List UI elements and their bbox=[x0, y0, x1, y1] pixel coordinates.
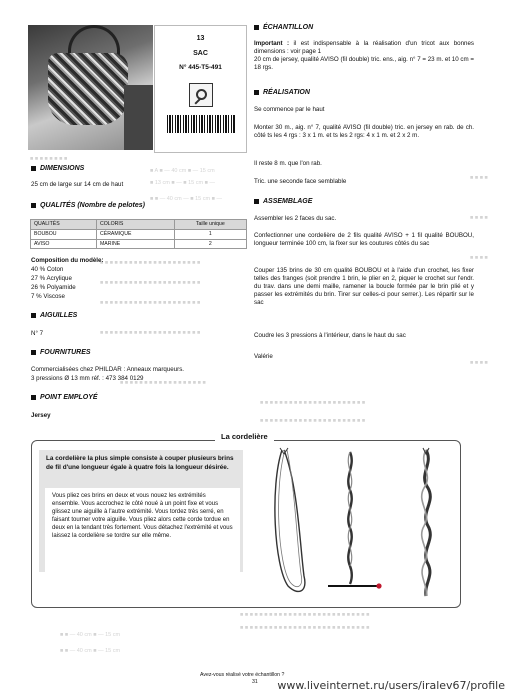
composition-line: 27 % Acrylique bbox=[31, 275, 72, 282]
composition-line: 7 % Viscose bbox=[31, 293, 65, 300]
folded-strands-illustration bbox=[275, 448, 305, 591]
model-reference: N° 445-T5-491 bbox=[179, 64, 222, 72]
fringed-bag bbox=[48, 53, 128, 125]
model-number: 13 bbox=[196, 35, 205, 42]
footer-question: Avez-vous réalisé votre échantillon ? bbox=[200, 672, 285, 678]
composition-line: 26 % Polyamide bbox=[31, 284, 76, 291]
square-bullet-icon bbox=[31, 350, 36, 355]
fournitures-line: 3 pressions Ø 13 mm réf. : 473 384 0129 bbox=[31, 375, 144, 382]
realisation-p2: Monter 30 m., aig. n° 7, qualité AVISO (fil double) tric. en jersey en rab. de ch. côté ts les 4 rgs : 3 x 1 m. et ts les 2 rgs: 4 x 1 m. et 2 x 2 m. bbox=[254, 124, 474, 140]
point-text: Jersey bbox=[31, 412, 51, 419]
aiguilles-heading: AIGUILLES bbox=[31, 311, 77, 320]
point-heading: POINT EMPLOYÉ bbox=[31, 393, 98, 402]
square-bullet-icon bbox=[254, 25, 259, 30]
table-header-cell: COLORIS bbox=[96, 220, 174, 230]
qualites-table bbox=[30, 219, 247, 249]
table-cell: AVISO bbox=[31, 239, 97, 249]
qualites-heading: QUALITÉS (Nombre de pelotes) bbox=[31, 201, 145, 210]
cordeliere-lead: La cordelière la plus simple consiste à couper plusieurs brins de fil d'une longueur égale à quatre fois la longueur désirée. bbox=[46, 455, 234, 471]
square-bullet-icon bbox=[31, 203, 36, 208]
watermark: www.liveinternet.ru/users/iralev67/profile bbox=[277, 679, 505, 692]
dimensions-text: 25 cm de large sur 14 cm de haut bbox=[31, 181, 124, 188]
realisation-heading: RÉALISATION bbox=[254, 88, 310, 97]
barcode bbox=[167, 115, 235, 133]
square-bullet-icon bbox=[31, 166, 36, 171]
assemblage-p1: Assembler les 2 faces du sac. bbox=[254, 215, 337, 222]
square-bullet-icon bbox=[31, 395, 36, 400]
composition-title: Composition du modèle: bbox=[31, 257, 104, 264]
assemblage-p4: Coudre les 3 pressions à l'intérieur, dans le haut du sac bbox=[254, 332, 406, 339]
cordeliere-title: La cordelière bbox=[215, 432, 274, 442]
aiguilles-text: N° 7 bbox=[31, 330, 44, 337]
table-cell: 1 bbox=[174, 229, 246, 239]
bag-photo bbox=[28, 25, 153, 150]
table-header-row bbox=[31, 220, 247, 230]
square-bullet-icon bbox=[254, 199, 259, 204]
echantillon-text: 20 cm de jersey, qualité AVISO (fil double) tric. ens., aig. n° 7 = 23 m. et 10 cm = 18 rgs. bbox=[254, 56, 474, 72]
realisation-p1: Se commence par le haut bbox=[254, 106, 325, 113]
model-name: SAC bbox=[193, 50, 208, 58]
square-bullet-icon bbox=[31, 313, 36, 318]
echantillon-heading: ÉCHANTILLON bbox=[254, 23, 313, 32]
echantillon-important: Important : il est indispensable à la réalisation d'un tricot aux bonnes dimensions : voir page 1 bbox=[254, 40, 474, 56]
finished-cord-illustration bbox=[422, 448, 431, 596]
fournitures-heading: FOURNITURES bbox=[31, 348, 91, 357]
signature: Valérie bbox=[254, 353, 273, 360]
difficulty-icon bbox=[189, 83, 213, 107]
square-bullet-icon bbox=[254, 90, 259, 95]
fournitures-line: Commercialisées chez PHILDAR : Anneaux marqueurs. bbox=[31, 366, 185, 373]
table-header-cell: Taille unique bbox=[174, 220, 246, 230]
table-cell: CÉRAMIQUE bbox=[96, 229, 174, 239]
table-header-cell: QUALITÉS bbox=[31, 220, 97, 230]
composition-line: 40 % Coton bbox=[31, 266, 64, 273]
twisted-cord-illustration bbox=[328, 452, 382, 589]
table-cell: 2 bbox=[174, 239, 246, 249]
cord-illustrations bbox=[268, 446, 458, 606]
assemblage-heading: ASSEMBLAGE bbox=[254, 197, 312, 206]
realisation-p3: Il reste 8 m. que l'on rab. bbox=[254, 160, 322, 167]
assemblage-p3: Couper 135 brins de 30 cm qualité BOUBOU et à l'aide d'un crochet, les fixer telles des franges (soit prendre 1 brin, le plier en 2, piquer le crochet sur l'endr. du trav. dans une demi maille, ramener la boucle formée par le brin plié et y passer les extrémités du brin. Tirer sur celles-ci pour serrer.). Les répartir sur le sac bbox=[254, 267, 474, 307]
model-legs bbox=[124, 85, 153, 150]
table-row bbox=[31, 239, 247, 249]
table-row bbox=[31, 229, 247, 239]
model-tag bbox=[154, 25, 247, 153]
dimensions-heading: DIMENSIONS bbox=[31, 164, 84, 173]
assemblage-p2: Confectionner une cordelière de 2 fils qualité AVISO + 1 fil qualité BOUBOU, longueur terminée 100 cm, la fixer sur les coutures côtés du sac bbox=[254, 232, 474, 248]
realisation-p4: Tric. une seconde face semblable bbox=[254, 178, 347, 185]
page-number: 31 bbox=[252, 679, 258, 685]
cordeliere-body: Vous pliez ces brins en deux et vous nouez les extrémités ensemble. Vous accrochez le côté noué à un point fixe et vous glissez une aiguille à l'autre extrémité. Vous tordez très serré, en faisant tourner votre aiguille. Vous pliez alors cette corde tordue en deux en la tendant très fortement. Vous détachez l'extrémité et vous laissez la cordelière se tordre sur elle même. bbox=[45, 488, 240, 580]
table-cell: MARINE bbox=[96, 239, 174, 249]
table-cell: BOUBOU bbox=[31, 229, 97, 239]
